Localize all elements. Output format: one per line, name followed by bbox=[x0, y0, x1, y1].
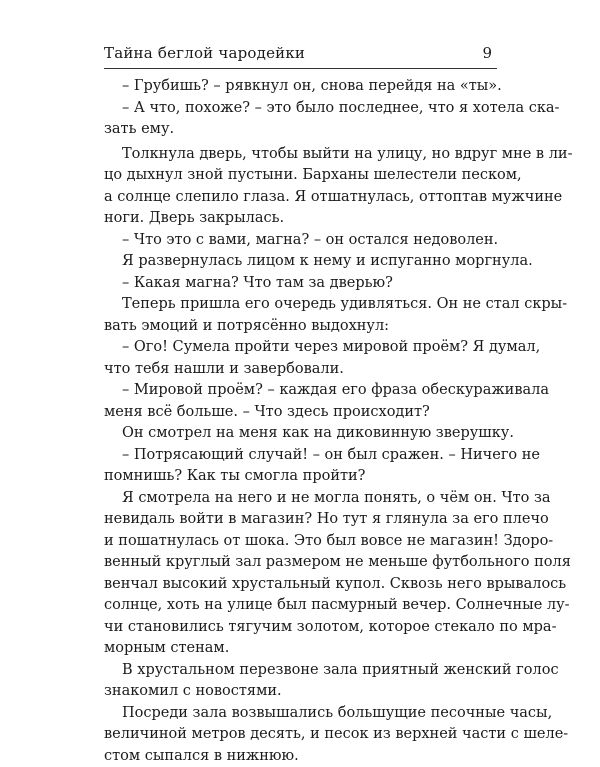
text-line: Я развернулась лицом к нему и испуганно моргнула. bbox=[104, 251, 498, 273]
text-line: морным стенам. bbox=[104, 638, 498, 660]
text-line: цо дыхнул зной пустыни. Барханы шелестели песком, bbox=[104, 165, 498, 187]
text-line: венный круглый зал размером не меньше футбольного поля bbox=[104, 552, 498, 574]
text-line: – Ого! Сумела пройти через мировой проём? Я думал, bbox=[104, 337, 498, 359]
text-line: а солнце слепило глаза. Я отшатнулась, оттоптав мужчине bbox=[104, 187, 498, 209]
text-line: – Что это с вами, магна? – он остался недоволен. bbox=[104, 230, 498, 252]
text-line: невидаль войти в магазин? Но тут я глянула за его плечо bbox=[104, 509, 498, 531]
text-line: знакомил с новостями. bbox=[104, 681, 498, 703]
text-line: стом сыпался в нижнюю. bbox=[104, 746, 498, 767]
text-line: ноги. Дверь закрылась. bbox=[104, 208, 498, 230]
text-line: меня всё больше. – Что здесь происходит? bbox=[104, 402, 498, 424]
text-line: Я смотрела на него и не могла понять, о чём он. Что за bbox=[104, 488, 498, 510]
text-line: – Грубишь? – рявкнул он, снова перейдя на «ты». bbox=[104, 76, 498, 98]
text-line: Он смотрел на меня как на диковинную зверушку. bbox=[104, 423, 498, 445]
running-header bbox=[104, 42, 497, 69]
body-text bbox=[104, 76, 498, 767]
text-line: помнишь? Как ты смогла пройти? bbox=[104, 466, 498, 488]
text-line: венчал высокий хрустальный купол. Сквозь него врывалось bbox=[104, 574, 498, 596]
text-line: – А что, похоже? – это было последнее, что я хотела ска- bbox=[104, 98, 498, 120]
text-line: вать эмоций и потрясённо выдохнул: bbox=[104, 316, 498, 338]
text-line: Посреди зала возвышались большущие песочные часы, bbox=[104, 703, 498, 725]
text-line: – Какая магна? Что там за дверью? bbox=[104, 273, 498, 295]
text-line: солнце, хоть на улице был пасмурный вечер. Солнечные лу- bbox=[104, 595, 498, 617]
text-line: чи становились тягучим золотом, которое стекало по мра- bbox=[104, 617, 498, 639]
text-line: Толкнула дверь, чтобы выйти на улицу, но вдруг мне в ли- bbox=[104, 144, 498, 166]
text-line: что тебя нашли и завербовали. bbox=[104, 359, 498, 381]
text-line: зать ему. bbox=[104, 119, 498, 141]
book-title: Тайна беглой чародейки bbox=[104, 44, 305, 62]
text-line: В хрустальном перезвоне зала приятный женский голос bbox=[104, 660, 498, 682]
text-line: – Мировой проём? – каждая его фраза обескураживала bbox=[104, 380, 498, 402]
text-line: – Потрясающий случай! – он был сражен. – Ничего не bbox=[104, 445, 498, 467]
text-line: величиной метров десять, и песок из верхней части с шеле- bbox=[104, 724, 498, 746]
page-number: 9 bbox=[482, 44, 492, 62]
text-line: и пошатнулась от шока. Это был вовсе не магазин! Здоро- bbox=[104, 531, 498, 553]
text-line: Теперь пришла его очередь удивляться. Он не стал скры- bbox=[104, 294, 498, 316]
